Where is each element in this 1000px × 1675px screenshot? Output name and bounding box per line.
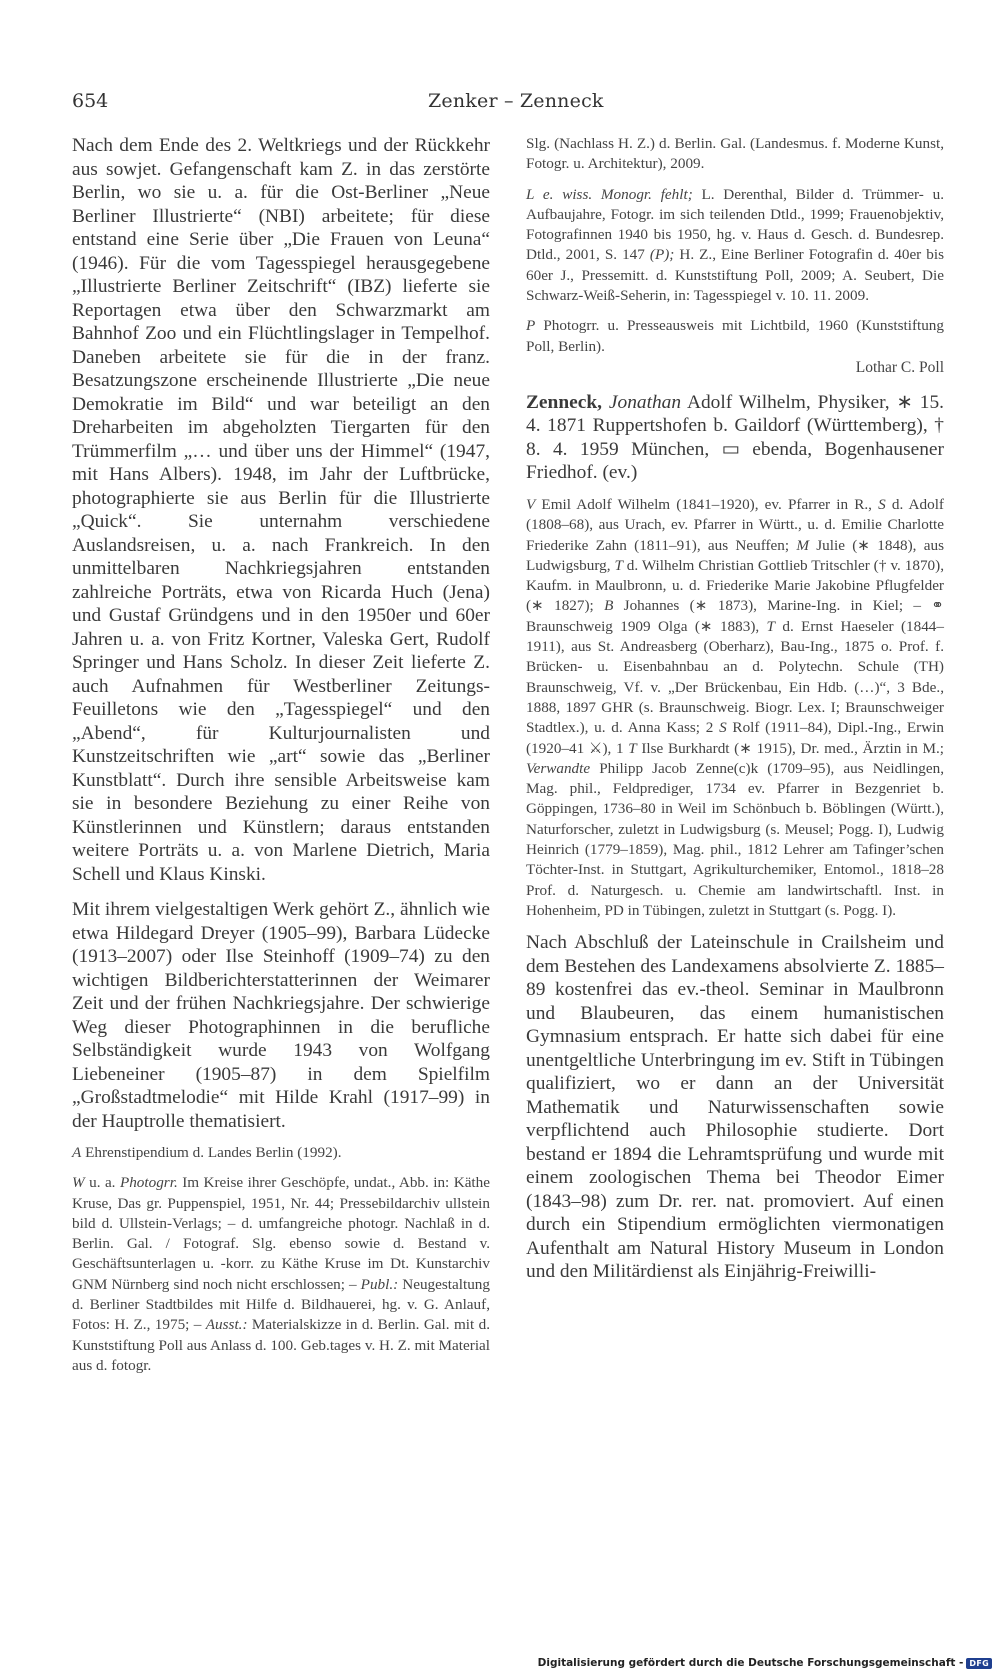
works-ausst: Ausst.: xyxy=(205,1316,248,1334)
biography-paragraph-2: Mit ihrem vielgestaltigen Werk gehört Z., ähnlich wie etwa Hildegard Dreyer (1905–99), Barbara Lüdecke (1913–2007) oder Ilse Steinhoff (1909–74) zu den wichtigen Bildberichterstatterinnen der Weimarer Zeit und der frühen Nachkriegsjahre. Der schwierige Weg dieser Photographinnen in die berufliche Selbständigkeit wurde 1943 von Wolfgang Liebeneiner (1905–87) in dem Spielfilm „Großstadtmelodie“ mit Hilde Krahl (1917–99) in der Hauptrolle thematisiert. xyxy=(72,899,490,1132)
genealogy-b: B xyxy=(604,597,614,615)
literature-section xyxy=(526,185,944,307)
genealogy-text-3: Julie (∗ 1848), aus Ludwigsburg, xyxy=(526,536,944,574)
genealogy-text-1: Emil Adolf Wilhelm (1841–1920), ev. Pfarrer in R., xyxy=(535,495,879,513)
genealogy-t: T xyxy=(614,556,623,574)
works-label: W xyxy=(72,1174,85,1192)
awards-label: A xyxy=(72,1144,82,1161)
entry-details: Adolf Wilhelm, Physiker, ∗ 15. 4. 1871 Ruppertshofen b. Gaildorf (Württemberg), † 8. 4. 1959 München, ▭ ebenda, Bogenhausener Friedhof. (ev.) xyxy=(526,391,944,484)
works-publ: Publ.: xyxy=(360,1275,399,1293)
right-column xyxy=(526,134,944,1284)
biography-paragraph-1: Nach dem Ende des 2. Weltkriegs und der Rückkehr aus sowjet. Gefangenschaft kam Z. in das zerstörte Berlin, wo sie u. a. für die Ost-Berliner „Neue Berliner Illustrierte“ (NBI) arbeitete; für diese entstand eine Serie über „Die Frauen von Leuna“ (1946). Für die vom Tagesspiegel herausgegebene „Illustrierte Berliner Zeitschrift“ (IBZ) lieferte sie Reportagen etwa über den Schwarzmarkt am Bahnhof Zoo und ein Flüchtlingslager in Tempelhof. Daneben arbeitete sie für die in der franz. Besatzungszone erscheinende Illustrierte „Die neue Demokratie im Bild“ und war beteiligt an den Dreharbeiten im abgeholzten Tiergarten für den Trümmerfilm „… und über uns der Himmel“ (1947, mit Hans Albers). 1948, im Jahr der Luftbrücke, photographierte sie aus Berlin für die Illustrierte „Quick“. Sie unternahm verschiedene Auslandsreisen, u. a. nach Frankreich. In den unmittelbaren Nachkriegsjahren entstanden zahlreiche Porträts, etwa von Ricarda Huch (Jena) und Gustaf Gründgens und in den 1950er und 60er Jahren u. a. von Fritz Kortner, Valeska Gert, Rudolf Springer und Hans Scholz. In dieser Zeit lieferte Z. auch Aufnahmen für Westberliner Zeitungs-Feuilletons wie den „Tagesspiegel“ und den „Abend“, für Kulturjournalisten und Kunstzeitschriften wie „art“ sowie das „Berliner Kunstblatt“. Durch ihre sensible Arbeitsweise kam sie in besondere Beziehung zu einer Reihe von Künstlerinnen und Künstlern; daraus entstanden weitere Porträts u. a. von Marlene Dietrich, Maria Schell und Klaus Kinski. xyxy=(72,135,490,885)
genealogy-v: V xyxy=(526,495,536,513)
dfg-logo: DFG xyxy=(966,1658,992,1669)
genealogy-text-7: Rolf (1911–84), Dipl.-Ing., Erwin (1920–41 ⚔), 1 xyxy=(526,719,944,757)
genealogy-text-6: d. Ernst Haeseler (1844–1911), aus St. Andreasberg (Oberharz), Bau-Ing., 1875 o. Prof. f. Brücken- u. Eisenbahnbau an d. Polytechn. Schule (TH) Braunschweig, Vf. v. „Der Brückenbau, Ein Hdb. (…)“, 3 Bde., 1888, 1897 GHR (s. Braunschweig. Biogr. Lex. I; Braunschweiger Stadtlex.), u. d. Anna Kass; 2 xyxy=(526,617,944,737)
genealogy-text-4: d. Wilhelm Christian Gottlieb Tritschler († v. 1870), Kaufm. in Maulbronn, u. d. Friederike Marie Jakobine Pflugfelder (∗ 1827); xyxy=(526,556,944,615)
genealogy-s: S xyxy=(878,495,886,513)
author-signature: Lothar C. Poll xyxy=(855,358,944,376)
works-text-1: Im Kreise ihrer Geschöpfe, undat., Abb. in: Käthe Kruse, Das gr. Puppenspiel, 1951, Nr. 44; Pressebildarchiv ullstein bild d. Ullstein-Verlags; – d. umfangreiche photogr. Nachlaß in d. Berlin. Gal. / Fotograf. Slg. ebenso sowie d. Bestand v. Geschäftsunterlagen u. -korr. zu Käthe Kruse im Dt. Kunstarchiv GNM Nürnberg sind noch nicht erschlossen; – xyxy=(72,1174,490,1293)
works-intro: u. a. xyxy=(84,1174,120,1192)
genealogy-text-9: Philipp Jacob Zenne(c)k (1709–95), aus Neidlingen, Mag. phil., Feldprediger, 1734 ev. Pfarrer in Bezgenriet b. Göppingen, 1736–80 in Weil im Schönbuch b. Böblingen (Württ.), Naturforscher, zuletzt in Ludwigsburg (s. Meusel; Pogg. I), Ludwig Heinrich (1779–1859), Mag. phil., 1812 Lehrer am Tafinger’schen Töchter-Inst. in Stuttgart, Agrikulturchemiker, Entomol., 1818–28 Prof. d. Naturgesch. u. Chemie am landwirtschaftl. Inst. in Hohenheim, PD in Tübingen, zuletzt in Stuttgart (s. Pogg. I). xyxy=(526,759,944,919)
literature-text-1: L. Derenthal, Bilder d. Trümmer- u. Aufbaujahre, Fotogr. im sich teilenden Dtld., 1999; Frauenobjektiv, Fotografinnen 1940 bis 1950, hg. v. Haus d. Gesch. d. Bundesrep. Dtld., 2001, S. 147 xyxy=(526,185,944,264)
genealogy-text-5: Johannes (∗ 1873), Marine-Ing. in Kiel; – ⚭ Braunschweig 1909 Olga (∗ 1883), xyxy=(526,597,944,635)
genealogy-t2: T xyxy=(766,617,775,635)
works-continuation: Slg. (Nachlass H. Z.) d. Berlin. Gal. (Landesmus. f. Moderne Kunst, Fotogr. u. Architektur), 2009. xyxy=(526,135,944,173)
footer-text: Digitalisierung gefördert durch die Deutsche Forschungsgemeinschaft - xyxy=(537,1657,964,1669)
literature-label: L e. wiss. Monogr. fehlt; xyxy=(526,185,693,203)
genealogy-verwandte: Verwandte xyxy=(526,759,591,777)
genealogy-s2: S xyxy=(719,719,727,737)
portrait-section xyxy=(526,316,944,357)
entry-first-name: Jonathan xyxy=(608,391,682,413)
works-text-3: Materialskizze in d. Berlin. Gal. mit d. Kunststiftung Poll aus Anlass d. 100. Geb.tages v. H. Z. mit Material aus d. fotogr. xyxy=(72,1316,490,1374)
entry-surname: Zenneck, xyxy=(526,391,602,413)
works-text-2: Neugestaltung d. Berliner Stadtbildes mit Hilfe d. Bildhauerei, hg. v. G. Anlauf, Fotos: H. Z., 1975; – xyxy=(72,1275,490,1334)
literature-portrait-mark: (P); xyxy=(649,246,675,264)
works-photogr: Photogrr. xyxy=(119,1174,178,1192)
running-title: Zenker – Zenneck xyxy=(428,90,604,112)
left-column xyxy=(72,134,490,1376)
footer xyxy=(538,1657,992,1669)
portrait-text: Photogrr. u. Presseausweis mit Lichtbild, 1960 (Kunststiftung Poll, Berlin). xyxy=(526,317,944,355)
genealogy-section xyxy=(526,495,944,921)
genealogy-m: M xyxy=(796,536,810,554)
genealogy-text-2: d. Adolf (1808–68), aus Urach, ev. Pfarrer in Württ., u. d. Emilie Charlotte Friederike Zahn (1811–91), aus Neuffen; xyxy=(526,495,944,554)
zenneck-biography-paragraph: Nach Abschluß der Lateinschule in Crailsheim und dem Bestehen des Landexamens absolvierte Z. 1885–89 kostenfrei das ev.-theol. Seminar in Maulbronn und Blaubeuren, das einem humanistischen Gymnasium entsprach. Er hatte sich dabei für eine unentgeltliche Unterbringung im ev. Stift in Tübingen qualifiziert, wo er dann an der Universität Mathematik und Naturwissenschaften sowie verpflichtend auch Philosophie studierte. Dort bestand er 1894 die Lehramtsprüfung und wurde mit einem zoologischen Thema bei Theodor Eimer (1843–98) zum Dr. rer. nat. promoviert. Auf einen durch ein Stipendium ermöglichten viermonatigen Aufenthalt am Natural History Museum in London und den Militärdienst als Einjährig-Freiwilli- xyxy=(526,932,944,1283)
works-section xyxy=(72,1173,490,1376)
awards-section xyxy=(72,1143,490,1163)
awards-text: Ehrenstipendium d. Landes Berlin (1992). xyxy=(81,1144,342,1161)
entry-header xyxy=(526,391,944,485)
page-number: 654 xyxy=(72,90,109,112)
literature-text-2: H. Z., Eine Berliner Fotografin d. 40er bis 60er J., Pressemitt. d. Kunststiftung Poll, 2009; A. Seubert, Die Schwarz-Weiß-Seherin, in: Tagesspiegel v. 10. 11. 2009. xyxy=(526,246,944,305)
portrait-label: P xyxy=(526,317,536,335)
genealogy-text-8: Ilse Burkhardt (∗ 1915), Dr. med., Ärztin in M.; xyxy=(636,739,944,757)
genealogy-t3: T xyxy=(628,739,637,757)
